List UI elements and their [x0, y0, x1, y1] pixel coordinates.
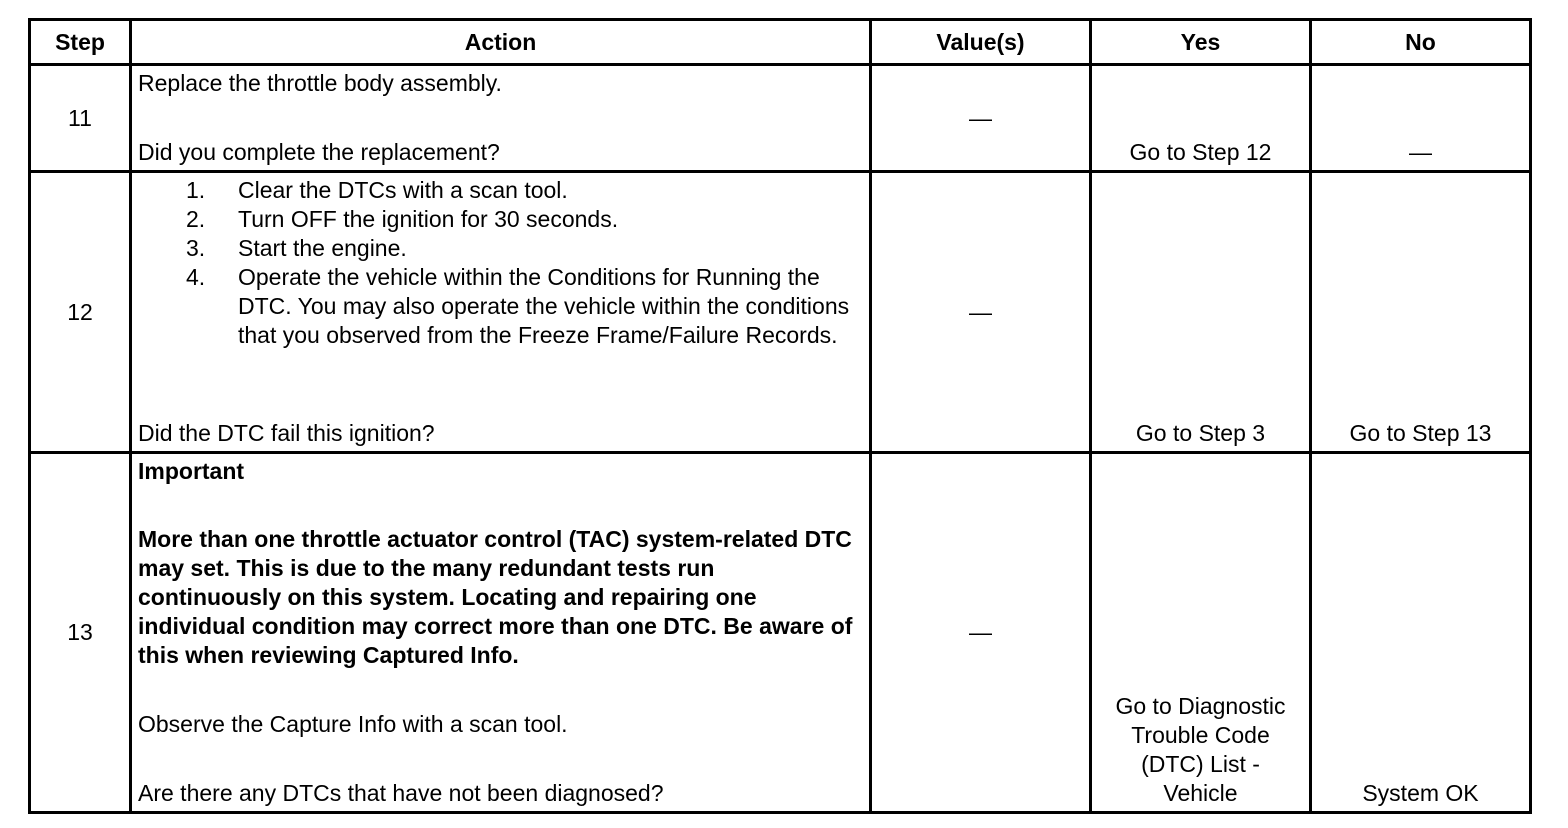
list-item	[186, 205, 863, 234]
header-action: Action	[129, 18, 872, 66]
yes-text: Go to Step 3	[1135, 420, 1266, 446]
values-text: —	[969, 619, 992, 645]
no-text: System OK	[1362, 780, 1479, 806]
step-number: 11	[68, 104, 92, 131]
yes-text: Go to Diagnostic Trouble Code (DTC) List - Vehicle	[1115, 693, 1286, 806]
header-yes: Yes	[1089, 18, 1312, 66]
no-cell	[1309, 170, 1532, 454]
action-cell	[129, 170, 872, 454]
action-question: Did the DTC fail this ignition?	[138, 420, 435, 446]
action-cell	[129, 63, 872, 173]
step-cell	[28, 170, 132, 454]
step-number: 12	[67, 298, 93, 325]
list-text: Start the engine.	[238, 235, 407, 261]
yes-cell	[1089, 170, 1312, 454]
list-number: 2.	[186, 206, 206, 232]
list-number: 4.	[186, 264, 206, 290]
yes-text: Go to Step 12	[1129, 139, 1272, 165]
list-text: Turn OFF the ignition for 30 seconds.	[238, 206, 619, 232]
procedure-list	[138, 176, 863, 350]
list-item	[186, 234, 863, 263]
no-cell	[1309, 451, 1532, 814]
values-cell	[869, 451, 1092, 814]
step-cell	[28, 451, 132, 814]
step-cell	[28, 63, 132, 173]
action-cell	[129, 451, 872, 814]
yes-cell	[1089, 63, 1312, 173]
diagnostic-table	[28, 18, 1532, 814]
yes-cell	[1089, 451, 1312, 814]
values-text: —	[969, 104, 992, 131]
list-item	[186, 263, 863, 350]
action-question: Are there any DTCs that have not been diagnosed?	[138, 780, 664, 806]
action-instruction: Replace the throttle body assembly.	[138, 70, 502, 96]
header-step: Step	[28, 18, 132, 66]
action-instruction: Observe the Capture Info with a scan tool.	[138, 711, 568, 737]
no-text: Go to Step 13	[1349, 420, 1492, 446]
header-values: Value(s)	[869, 18, 1092, 66]
list-number: 3.	[186, 235, 206, 261]
values-cell	[869, 170, 1092, 454]
no-text: —	[1409, 139, 1432, 165]
no-cell	[1309, 63, 1532, 173]
action-question: Did you complete the replacement?	[138, 139, 500, 165]
list-number: 1.	[186, 177, 206, 203]
important-heading: Important	[138, 458, 245, 484]
values-text: —	[969, 298, 992, 325]
list-text: Operate the vehicle within the Conditions for Running the DTC. You may also operate the vehicle within the conditions that you observed from the Freeze Frame/Failure Records.	[238, 264, 850, 348]
list-text: Clear the DTCs with a scan tool.	[238, 177, 568, 203]
important-note: More than one throttle actuator control (TAC) system-related DTC may set. This is due to the many redundant tests run continuously on this system. Locating and repairing one individual condition may correct more than one DTC. Be aware of this when reviewing Captured Info.	[138, 526, 853, 668]
values-cell	[869, 63, 1092, 173]
step-number: 13	[67, 619, 93, 645]
list-item	[186, 176, 863, 205]
header-no: No	[1309, 18, 1532, 66]
